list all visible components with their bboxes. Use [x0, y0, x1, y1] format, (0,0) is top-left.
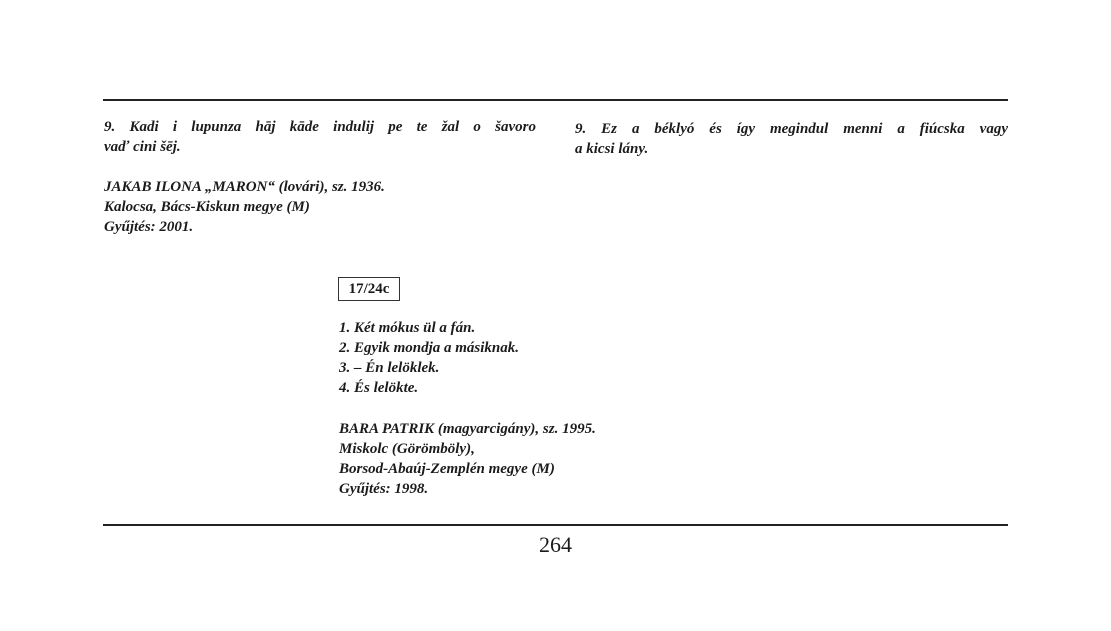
- verse-line-1: 1. Két mókus ül a fán.: [339, 320, 476, 336]
- center-credit-block: [339, 419, 596, 499]
- song-code-box: 17/24c: [338, 277, 400, 301]
- left-credit-line-1: JAKAB ILONA „MARON“ (lovári), sz. 1936.: [104, 179, 385, 195]
- page-number: 264: [539, 532, 572, 557]
- center-credit-line-4: Gyűjtés: 1998.: [339, 481, 429, 497]
- verse-line-4: 4. És lelökte.: [339, 380, 419, 396]
- right-column-verse: [575, 119, 1008, 159]
- center-credit-line-3: Borsod-Abaúj-Zemplén megye (M): [339, 461, 555, 477]
- bottom-rule: [103, 524, 1008, 526]
- center-credit-line-1: BARA PATRIK (magyarcigány), sz. 1995.: [339, 421, 596, 437]
- verse-list: [339, 318, 519, 398]
- verse-line-2: 2. Egyik mondja a másiknak.: [339, 340, 520, 356]
- left-verse-line-1: 9. Kadi i lupunza hāj kāde indulij pe te žal o šavoro: [104, 119, 536, 135]
- left-verse-line-2: vaď cini šēj.: [104, 139, 181, 155]
- left-credit-line-3: Gyűjtés: 2001.: [104, 219, 194, 235]
- right-verse-line-2: a kicsi lány.: [575, 141, 649, 157]
- center-credit-line-2: Miskolc (Görömböly),: [339, 441, 475, 457]
- left-credit-line-2: Kalocsa, Bács-Kiskun megye (M): [104, 199, 310, 215]
- verse-line-3: 3. – Én lelöklek.: [339, 360, 440, 376]
- top-rule: [103, 99, 1008, 101]
- right-verse-line-1: 9. Ez a béklyó és így megindul menni a fiúcska vagy: [575, 121, 1008, 137]
- left-credit-block: [104, 177, 385, 237]
- left-column-verse: [104, 117, 536, 157]
